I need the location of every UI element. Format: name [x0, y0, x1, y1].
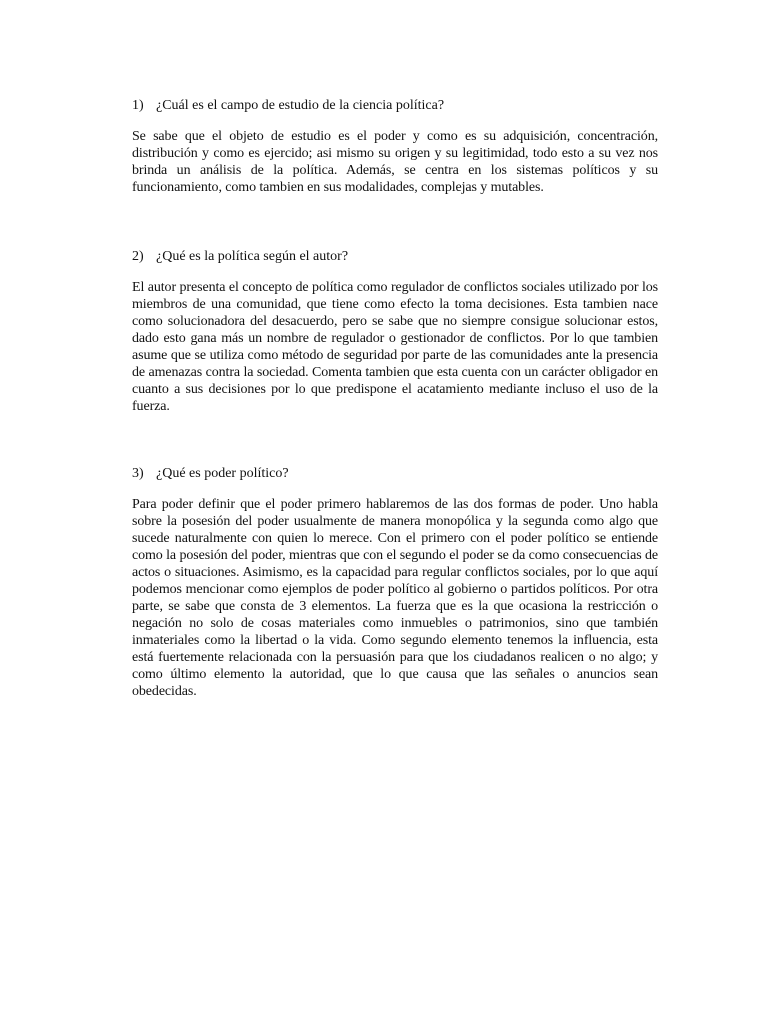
question-section-1 [132, 97, 658, 196]
question-heading-3 [132, 465, 658, 482]
question-number-3: 3) [132, 466, 144, 481]
answer-paragraph-1: Se sabe que el objeto de estudio es el poder y como es su adquisición, concentración, distribución y como es ejercido; asi mismo su origen y su legitimidad, todo esto a su vez nos brinda un análisis de la política. Además, se centra en los sistemas políticos y su funcionamiento, como tambien en sus modalidades, complejas y mutables. [132, 129, 658, 195]
question-text-3: ¿Qué es poder político? [156, 466, 289, 481]
question-number-1: 1) [132, 98, 144, 113]
question-number-2: 2) [132, 249, 144, 264]
question-text-2: ¿Qué es la política según el autor? [156, 249, 349, 264]
answer-paragraph-3: Para poder definir que el poder primero hablaremos de las dos formas de poder. Uno habla sobre la posesión del poder usualmente de manera monopólica y la segunda como algo que sucede naturalmente con quien lo merece. Con el primero con el poder político se entiende como la posesión del poder, mientras que con el segundo el poder se da como consecuencias de actos o situaciones. Asimismo, es la capacidad para regular conflictos sociales, por lo que aquí podemos mencionar como ejemplos de poder político al gobierno o partidos políticos. Por otra parte, se sabe que consta de 3 elementos. La fuerza que es la que ocasiona la restricción o negación no solo de cosas materiales como inmuebles o patrimonios, sino que también inmateriales como la libertad o la vida. Como segundo elemento tenemos la influencia, esta está fuertemente relacionada con la persuasión para que los ciudadanos realicen o no algo; y como último elemento la autoridad, que lo que causa que las señales o anuncios sean obedecidas. [132, 497, 658, 699]
question-section-2 [132, 248, 658, 415]
question-heading-1 [132, 97, 658, 114]
question-heading-2 [132, 248, 658, 265]
question-text-1: ¿Cuál es el campo de estudio de la ciencia política? [156, 98, 445, 113]
question-section-3 [132, 465, 658, 700]
answer-paragraph-2: El autor presenta el concepto de política como regulador de conflictos sociales utilizado por los miembros de una comunidad, que tiene como efecto la toma decisiones. Esta tambien nace como solucionadora del desacuerdo, pero se sabe que no siempre consigue solucionar estos, dado esto gana más un nombre de regulador o gestionador de conflictos. Por lo que tambien asume que se utiliza como método de seguridad por parte de las comunidades ante la presencia de amenazas contra la sociedad. Comenta tambien que esta cuenta con un carácter obligador en cuanto a sus decisiones por lo que predispone el acatamiento mediante incluso el uso de la fuerza. [132, 280, 658, 414]
